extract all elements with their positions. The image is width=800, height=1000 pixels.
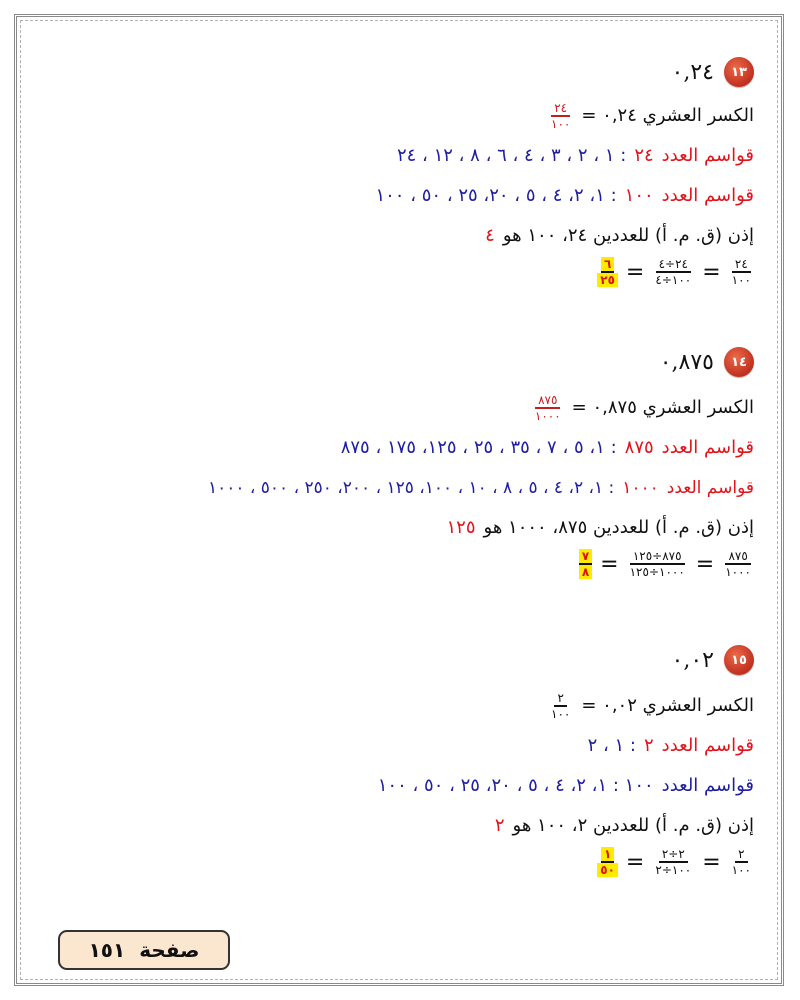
factors-label: قواسم العدد [661, 735, 754, 756]
problem-header [40, 55, 754, 89]
fraction-numerator: ٢ [554, 691, 566, 707]
decimal-fraction [548, 691, 573, 721]
gcd-value: ٢ [494, 815, 505, 836]
factors-line-a [40, 145, 754, 167]
fraction-numerator: ٨٧٥ [535, 393, 560, 409]
fraction-denominator: ١٠٠÷٤ [655, 273, 692, 287]
problem-13 [40, 55, 754, 287]
factors-values: : ١ ، ٢ ، ٣ ، ٤ ، ٦ ، ٨ ، ١٢ ، ٢٤ [396, 145, 627, 166]
decimal-fraction-line [40, 691, 754, 721]
fraction-denominator: ١٠٠÷٢ [655, 863, 692, 877]
simplified-fraction [597, 257, 618, 287]
fraction-denominator: ١٠٠٠ [534, 409, 561, 423]
fraction-numerator: ٢٤÷٤ [656, 257, 691, 273]
fraction-numerator: ٢÷٢ [659, 847, 688, 863]
equals-sign: = [702, 849, 721, 875]
fraction-numerator: ١ [601, 847, 614, 863]
decimal-fraction-label: الكسر العشري ٠,٢٤ = [581, 105, 754, 126]
decimal-fraction-label: الكسر العشري ٠,٨٧٥ = [571, 397, 754, 418]
fraction-numerator: ٢٤ [551, 101, 570, 117]
factors-number: ١٠٠ [624, 185, 654, 206]
page-label: صفحة [139, 938, 200, 962]
fraction-denominator: ١٠٠٠ [725, 565, 751, 579]
problem-15 [40, 643, 754, 877]
original-fraction [729, 847, 754, 877]
simplification-row [40, 847, 754, 877]
fraction-denominator: ٢٥ [597, 273, 618, 287]
fraction-numerator: ٧ [579, 549, 592, 565]
factors-label: قواسم العدد [661, 437, 754, 458]
factors-line-a [40, 735, 754, 757]
fraction-numerator: ٦ [601, 257, 614, 273]
gcd-line [40, 517, 754, 539]
problem-header [40, 345, 754, 379]
decimal-number: ٠,٠٢ [671, 647, 714, 673]
gcd-text: إذن (ق. م. أ) للعددين ٢٤، ١٠٠ هو [502, 225, 754, 246]
original-fraction [722, 549, 754, 579]
fraction-numerator: ٨٧٥÷١٢٥ [630, 549, 685, 565]
problem-number-badge: ١٣ [724, 57, 754, 87]
original-fraction [729, 257, 754, 287]
factors-number: ١٠٠٠ [622, 478, 659, 498]
fraction-denominator: ١٠٠ [731, 863, 751, 877]
decimal-fraction [548, 101, 573, 131]
factors-values: : ١، ٢، ٤ ، ٥ ، ٢٠، ٢٥ ، ٥٠ ، ١٠٠ [375, 185, 617, 206]
equals-sign: = [702, 259, 721, 285]
equals-sign: = [625, 259, 645, 285]
gcd-line [40, 225, 754, 247]
equals-sign: = [600, 551, 619, 577]
factors-label: قواسم العدد [661, 145, 754, 166]
gcd-text: إذن (ق. م. أ) للعددين ٨٧٥، ١٠٠٠ هو [483, 517, 754, 538]
decimal-fraction [532, 393, 564, 423]
simplified-fraction [579, 549, 592, 579]
fraction-denominator: ١٠٠ [551, 707, 571, 721]
problem-number-badge: ١٥ [724, 645, 754, 675]
simplification-row [40, 549, 754, 579]
fraction-numerator: ٨٧٥ [725, 549, 750, 565]
factors-number: ٢ [644, 735, 654, 756]
division-fraction [652, 257, 694, 287]
fraction-denominator: ١٠٠٠÷١٢٥ [629, 565, 685, 579]
gcd-value: ١٢٥ [446, 517, 476, 538]
factors-number: ٨٧٥ [624, 437, 654, 458]
factors-values: : ١، ٥ ، ٧ ، ٣٥ ، ٢٥ ، ١٢٥، ١٧٥ ، ٨٧٥ [340, 437, 617, 458]
fraction-denominator: ٥٠ [597, 863, 618, 877]
fraction-denominator: ١٠٠ [731, 273, 751, 287]
gcd-text: إذن (ق. م. أ) للعددين ٢، ١٠٠ هو [512, 815, 754, 836]
equals-sign: = [625, 849, 645, 875]
factors-number: ٢٤ [634, 145, 654, 166]
gcd-line [40, 815, 754, 837]
problem-14 [40, 345, 754, 579]
fraction-numerator: ٢٤ [732, 257, 751, 273]
factors-values: : ١، ٢، ٤ ، ٥ ، ٨ ، ١٠ ، ١٠٠، ١٢٥ ، ٢٠٠، ٢٥٠ ، ٥٠٠ ، ١٠٠٠ [207, 478, 615, 498]
problem-number-badge: ١٤ [724, 347, 754, 377]
fraction-denominator: ١٠٠ [551, 117, 571, 131]
gcd-value: ٤ [485, 225, 495, 246]
factors-label: قواسم العدد [666, 478, 754, 498]
decimal-number: ٠,٨٧٥ [659, 349, 714, 375]
equals-sign: = [695, 551, 715, 577]
simplified-fraction [597, 847, 618, 877]
factors-line-b [40, 477, 754, 499]
factors-line-b [40, 185, 754, 207]
decimal-fraction-line [40, 393, 754, 423]
page-number-box [58, 930, 230, 970]
decimal-fraction-label: الكسر العشري ٠,٠٢ = [581, 695, 754, 716]
factors-line-b [40, 775, 754, 797]
factors-line-a [40, 437, 754, 459]
decimal-number: ٠,٢٤ [671, 59, 714, 85]
factors-label: قواسم العدد [661, 775, 754, 796]
decimal-fraction-line [40, 101, 754, 131]
problem-header [40, 643, 754, 677]
fraction-denominator: ٨ [579, 565, 592, 579]
fraction-numerator: ٢ [735, 847, 747, 863]
factors-values: : ١ ، ٢ [587, 735, 636, 756]
factors-label: قواسم العدد [661, 185, 754, 206]
factors-values: ١٠٠ : ١، ٢، ٤ ، ٥ ، ٢٠، ٢٥ ، ٥٠ ، ١٠٠ [377, 775, 654, 796]
division-fraction [652, 847, 694, 877]
division-fraction [627, 549, 688, 579]
simplification-row [40, 257, 754, 287]
page-number: ١٥١ [88, 938, 126, 962]
